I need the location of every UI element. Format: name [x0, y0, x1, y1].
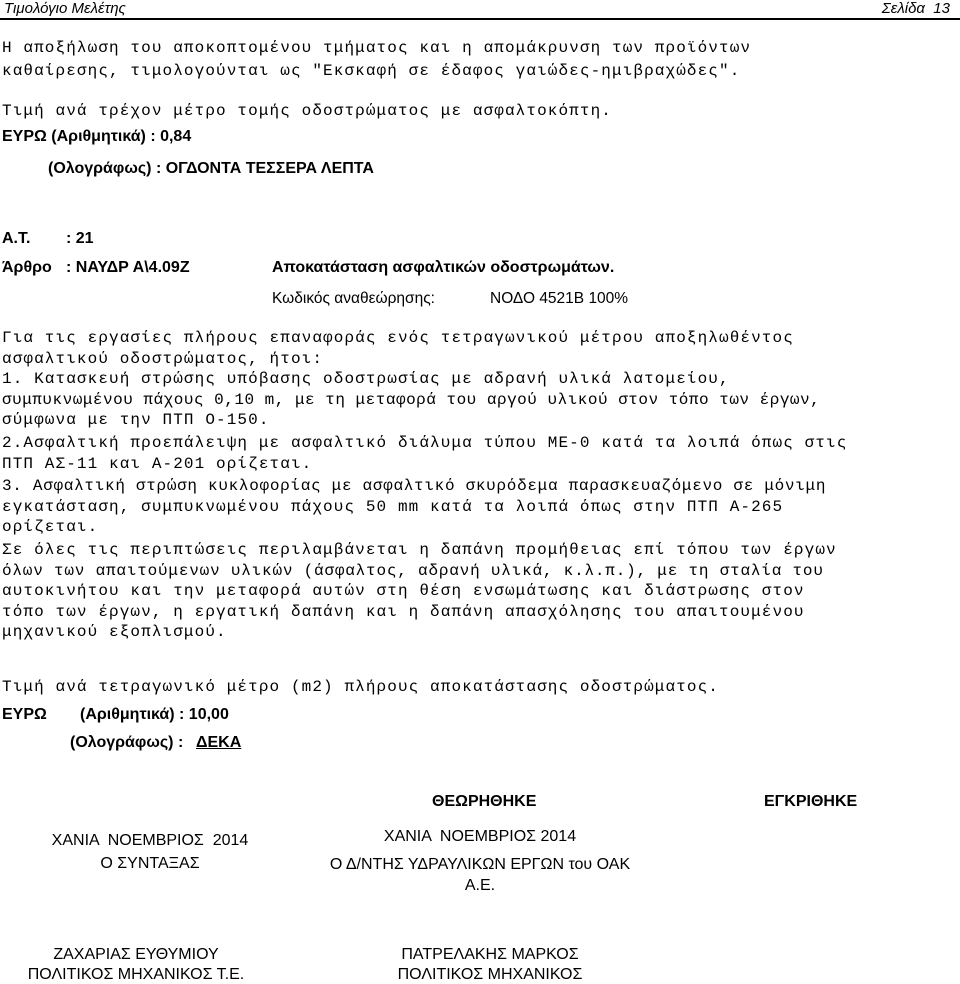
author-date: ΧΑΝΙΑ ΝΟΕΜΒΡΙΟΣ 2014 — [51, 832, 249, 849]
body-line: συμπυκνωμένου πάχους 0,10 m, με τη μεταφορά του αργού υλικού στον τόπο των έργων, — [2, 390, 821, 409]
director-role-suffix: Α.Ε. — [464, 877, 496, 894]
body-line: 3. Ασφαλτική στρώση κυκλοφορίας με ασφαλτικό σκυρόδεμα παρασκευαζόμενο σε μόνιμη — [2, 477, 827, 495]
body-line: ασφαλτικού οδοστρώματος, ήτοι: — [2, 349, 324, 368]
prev-item-price-numeric: ΕΥΡΩ (Αριθμητικά) : 0,84 — [2, 128, 192, 145]
prev-item-price-words: (Ολογράφως) : ΟΓΔΟΝΤΑ ΤΕΣΣΕΡΑ ΛΕΠΤΑ — [48, 160, 374, 177]
body-line: Για τις εργασίες πλήρους επαναφοράς ενός τετραγωνικού μέτρου αποξηλωθέντος — [2, 329, 794, 347]
body-line: ΠΤΠ ΑΣ-11 και Α-201 ορίζεται. — [2, 454, 313, 473]
price-words-label: (Ολογράφως) : — [70, 734, 184, 751]
director-name: ΠΑΤΡΕΛΑΚΗΣ ΜΑΡΚΟΣ — [401, 946, 579, 963]
at-value: : 21 — [66, 230, 94, 247]
body-line: μηχανικού εξοπλισμού. — [2, 623, 227, 641]
seen-label: ΘΕΩΡΗΘΗΚΕ — [432, 793, 537, 810]
article-label: Άρθρο — [2, 259, 52, 276]
price-currency: ΕΥΡΩ — [2, 706, 47, 723]
director-date: ΧΑΝΙΑ ΝΟΕΜΒΡΙΟΣ 2014 — [383, 828, 577, 845]
author-role: Ο ΣΥΝΤΑΞΑΣ — [100, 855, 200, 872]
body-line: Σε όλες τις περιπτώσεις περιλαμβάνεται η δαπάνη προμήθειας επί τόπου των έργων — [2, 541, 837, 559]
article-code: : ΝΑΥΔΡ Α\4.09Ζ — [66, 259, 190, 276]
author-title: ΠΟΛΙΤΙΚΟΣ ΜΗΧΑΝΙΚΟΣ Τ.Ε. — [27, 966, 245, 983]
revision-code: ΝΟΔΟ 4521Β 100% — [490, 290, 629, 307]
header-rule — [0, 18, 960, 20]
at-label: Α.Τ. — [2, 230, 31, 247]
body-line: τόπο των έργων, η εργατική δαπάνη και η δαπάνη απασχόλησης του απαιτουμένου — [2, 602, 805, 621]
director-role: Ο Δ/ΝΤΗΣ ΥΔΡΑΥΛΙΚΩΝ ΕΡΓΩΝ του ΟΑΚ — [329, 856, 631, 873]
body-line: 2.Ασφαλτική προεπάλειψη με ασφαλτικό διάλυμα τύπου ΜΕ-0 κατά τα λοιπά όπως στις — [2, 434, 848, 452]
price-numeric: (Αριθμητικά) : 10,00 — [80, 706, 229, 723]
author-name: ΖΑΧΑΡΙΑΣ ΕΥΘΥΜΙΟΥ — [53, 946, 219, 963]
prev-item-line-2: καθαίρεσης, τιμολογούνται ως "Εκσκαφή σε έδαφος γαιώδες-ημιβραχώδες". — [2, 62, 741, 80]
director-title: ΠΟΛΙΤΙΚΟΣ ΜΗΧΑΝΙΚΟΣ — [397, 966, 583, 983]
price-words: ΔΕΚΑ — [196, 734, 242, 751]
page-number: Σελίδα 13 — [881, 0, 950, 17]
body-line: σύμφωνα με την ΠΤΠ Ο-150. — [2, 411, 270, 429]
body-line: εγκατάσταση, συμπυκνωμένου πάχους 50 mm κατά τα λοιπά όπως στην ΠΤΠ Α-265 — [2, 497, 784, 516]
body-line: ορίζεται. — [2, 518, 99, 536]
body-line: 1. Κατασκευή στρώσης υπόβασης οδοστρωσίας με αδρανή υλικά λατομείου, — [2, 370, 730, 388]
prev-item-unit-line: Τιμή ανά τρέχον μέτρο τομής οδοστρώματος με ασφαλτοκόπτη. — [2, 102, 612, 120]
approved-label: ΕΓΚΡΙΘΗΚΕ — [764, 793, 858, 810]
revision-label: Κωδικός αναθεώρησης: — [272, 290, 435, 307]
body-line: αυτοκινήτου και την μεταφορά αυτών στη θέση ενσωμάτωσης και διάστρωσης στον — [2, 582, 805, 600]
body-line: όλων των απαιτούμενων υλικών (άσφαλτος, αδρανή υλικά, κ.λ.π.), με τη σταλία του — [2, 561, 824, 580]
document-title: Τιμολόγιο Μελέτης — [4, 0, 126, 17]
article-title: Αποκατάσταση ασφαλτικών οδοστρωμάτων. — [272, 259, 615, 276]
item-unit-line: Τιμή ανά τετραγωνικό μέτρο (m2) πλήρους αποκατάστασης οδοστρώματος. — [2, 678, 720, 696]
prev-item-line-1: Η αποξήλωση του αποκοπτομένου τμήματος και η απομάκρυνση των προϊόντων — [2, 39, 752, 57]
